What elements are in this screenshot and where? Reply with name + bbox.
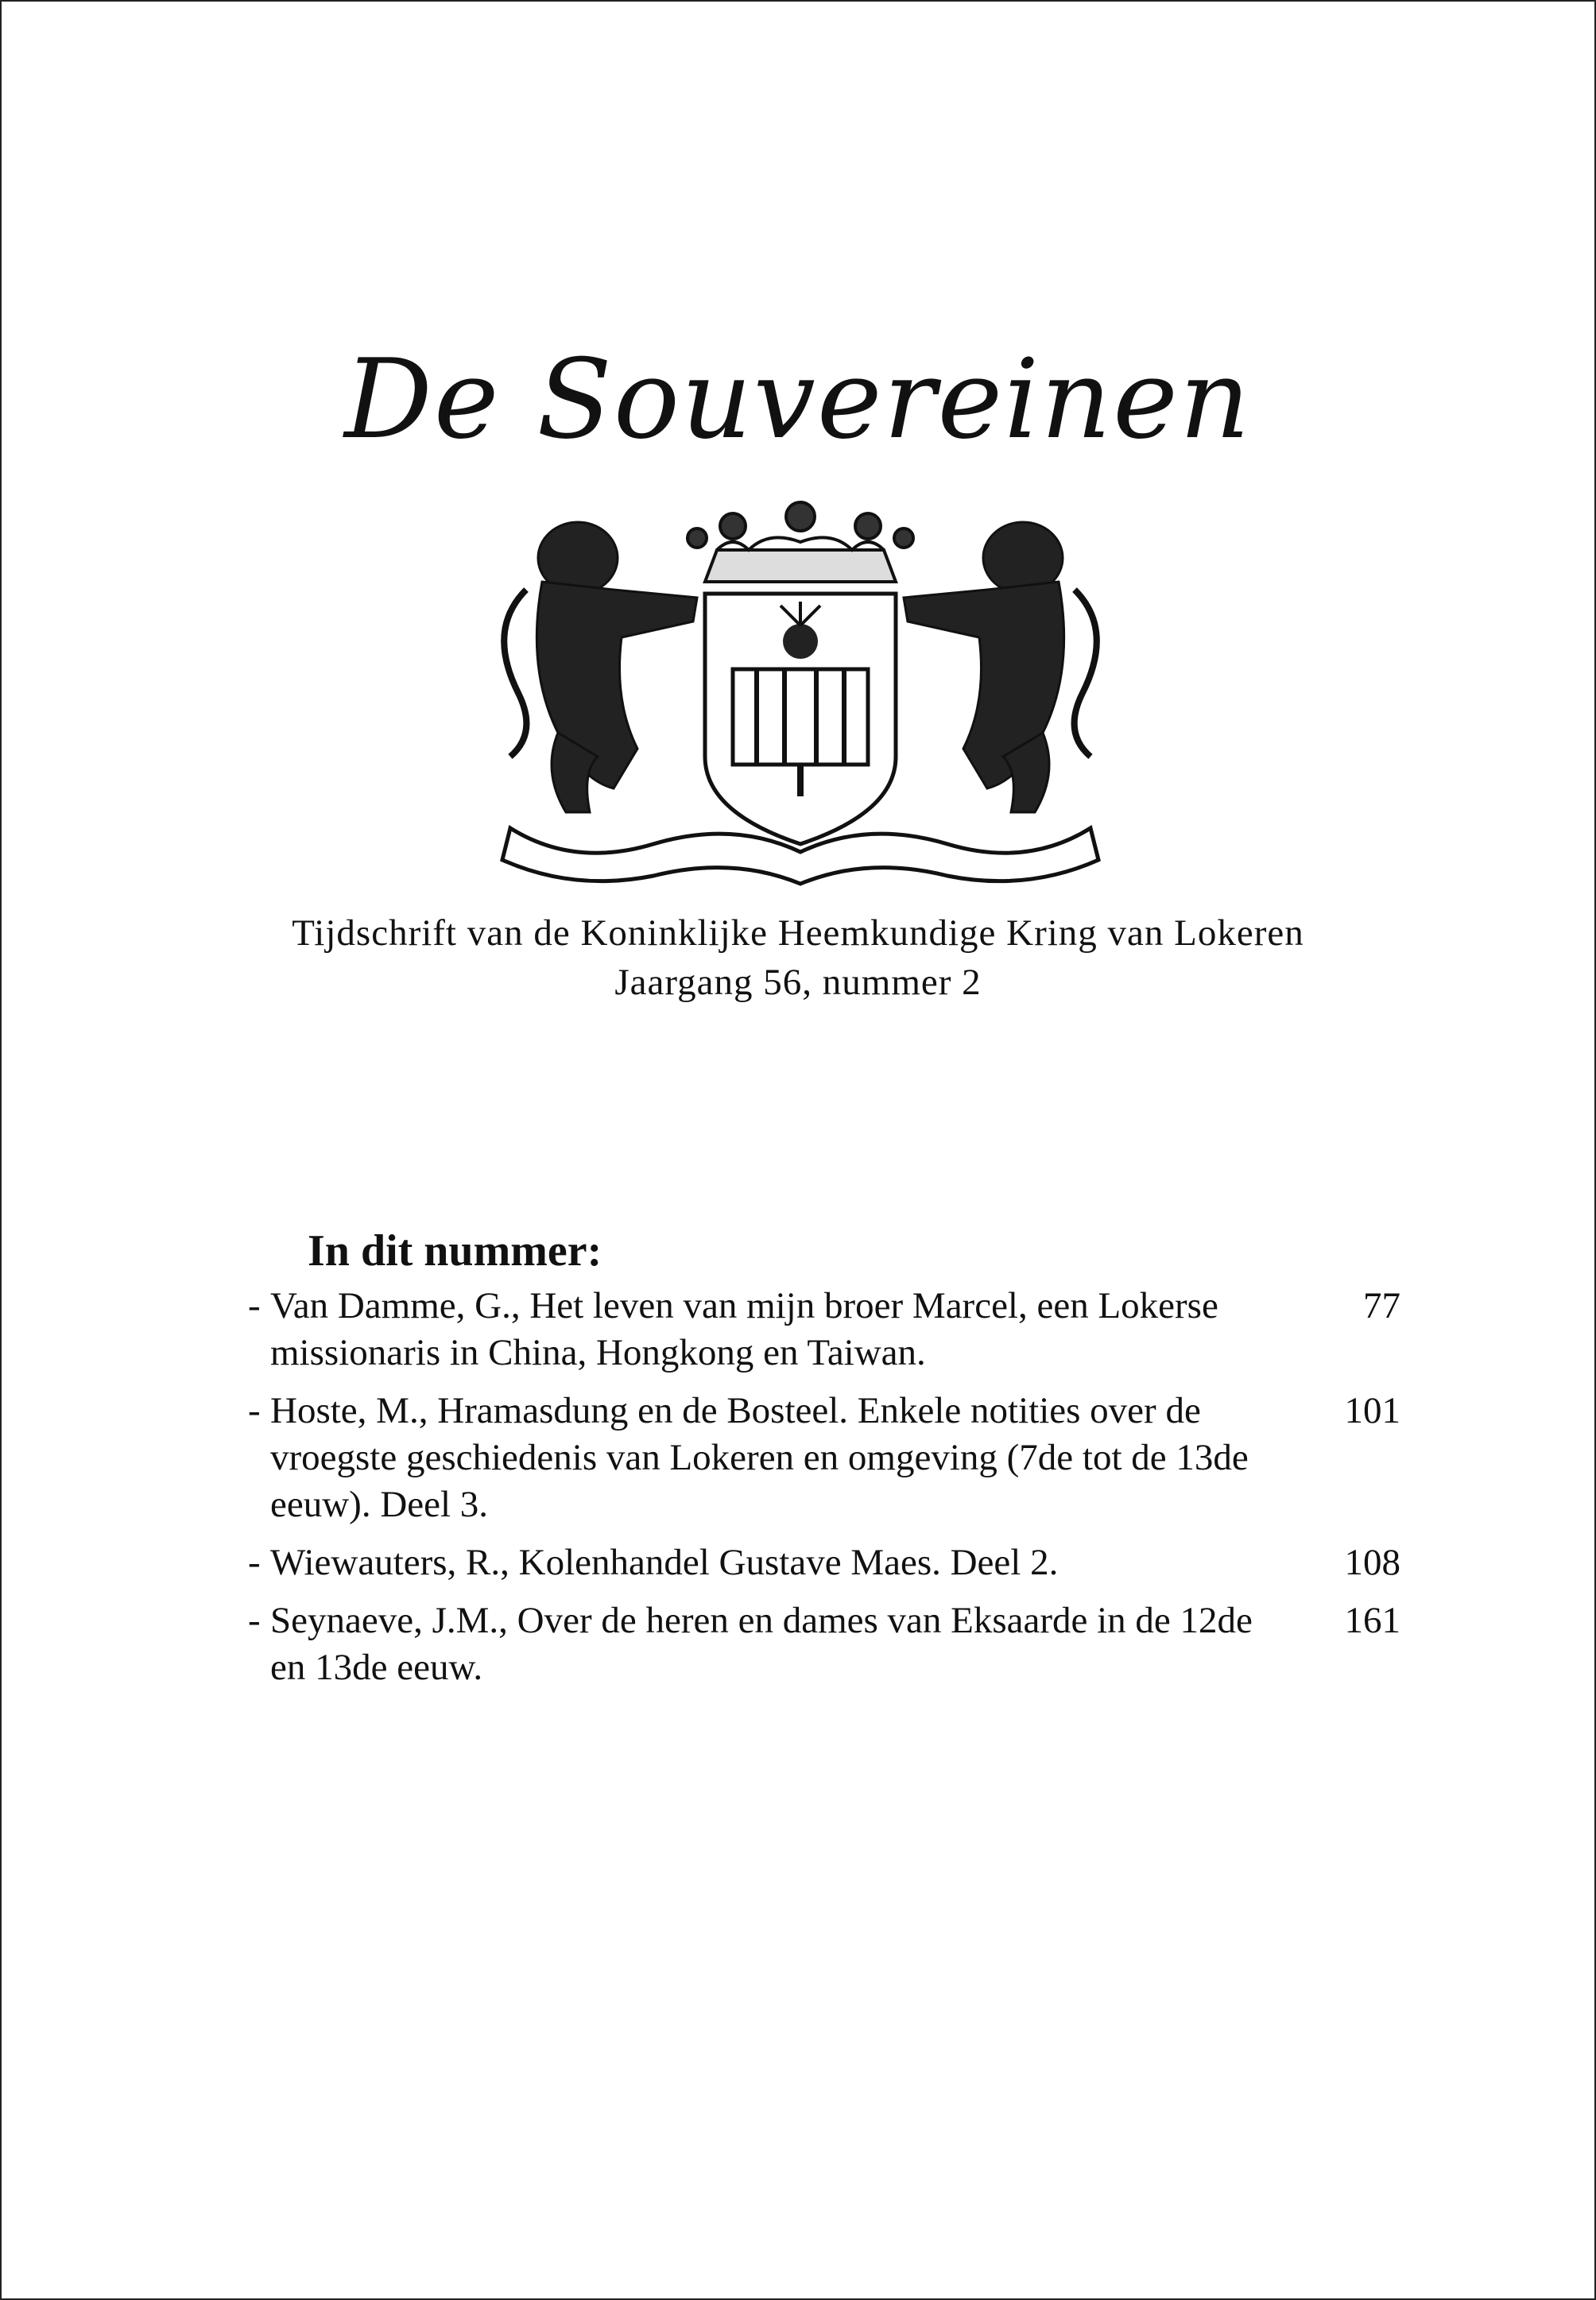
bullet-dash: - <box>248 1390 261 1431</box>
bullet-dash: - <box>248 1542 261 1583</box>
journal-subtitle: Tijdschrift van de Koninklijke Heemkundige Kring van Lokeren <box>292 912 1304 954</box>
shield-icon <box>705 594 896 844</box>
toc-page-number: 108 <box>1344 1542 1400 1583</box>
toc-heading: In dit nummer: <box>308 1226 602 1276</box>
table-of-contents <box>248 1283 1400 1702</box>
toc-entry <box>248 1388 1400 1528</box>
toc-entry-text: Wiewauters, R., Kolenhandel Gustave Maes. Deel 2. <box>270 1542 1059 1583</box>
bullet-dash: - <box>248 1600 261 1641</box>
toc-entry-text: Seynaeve, J.M., Over de heren en dames van Eksaarde in de 12de en 13de eeuw. <box>270 1600 1253 1688</box>
toc-page-number: 101 <box>1344 1390 1400 1431</box>
coat-of-arms-icon <box>494 494 1106 892</box>
toc-entry-text: Hoste, M., Hramasdung en de Bosteel. Enkele notities over de vroegste geschiedenis van Lokeren en omgeving (7de tot de 13de eeuw). Deel 3. <box>270 1390 1249 1525</box>
toc-entry <box>248 1539 1400 1586</box>
crown-icon <box>688 502 913 582</box>
volume-number: Jaargang 56, nummer 2 <box>614 962 982 1003</box>
toc-page-number: 77 <box>1363 1285 1400 1326</box>
journal-title: De Souvereinen <box>344 335 1252 463</box>
right-lion-icon <box>904 522 1097 812</box>
toc-entry <box>248 1597 1400 1691</box>
toc-entry <box>248 1283 1400 1377</box>
toc-page-number: 161 <box>1344 1600 1400 1641</box>
bullet-dash: - <box>248 1285 261 1326</box>
toc-entry-text: Van Damme, G., Het leven van mijn broer Marcel, een Lokerse missionaris in China, Hongkong en Taiwan. <box>270 1285 1218 1373</box>
left-lion-icon <box>504 522 697 812</box>
